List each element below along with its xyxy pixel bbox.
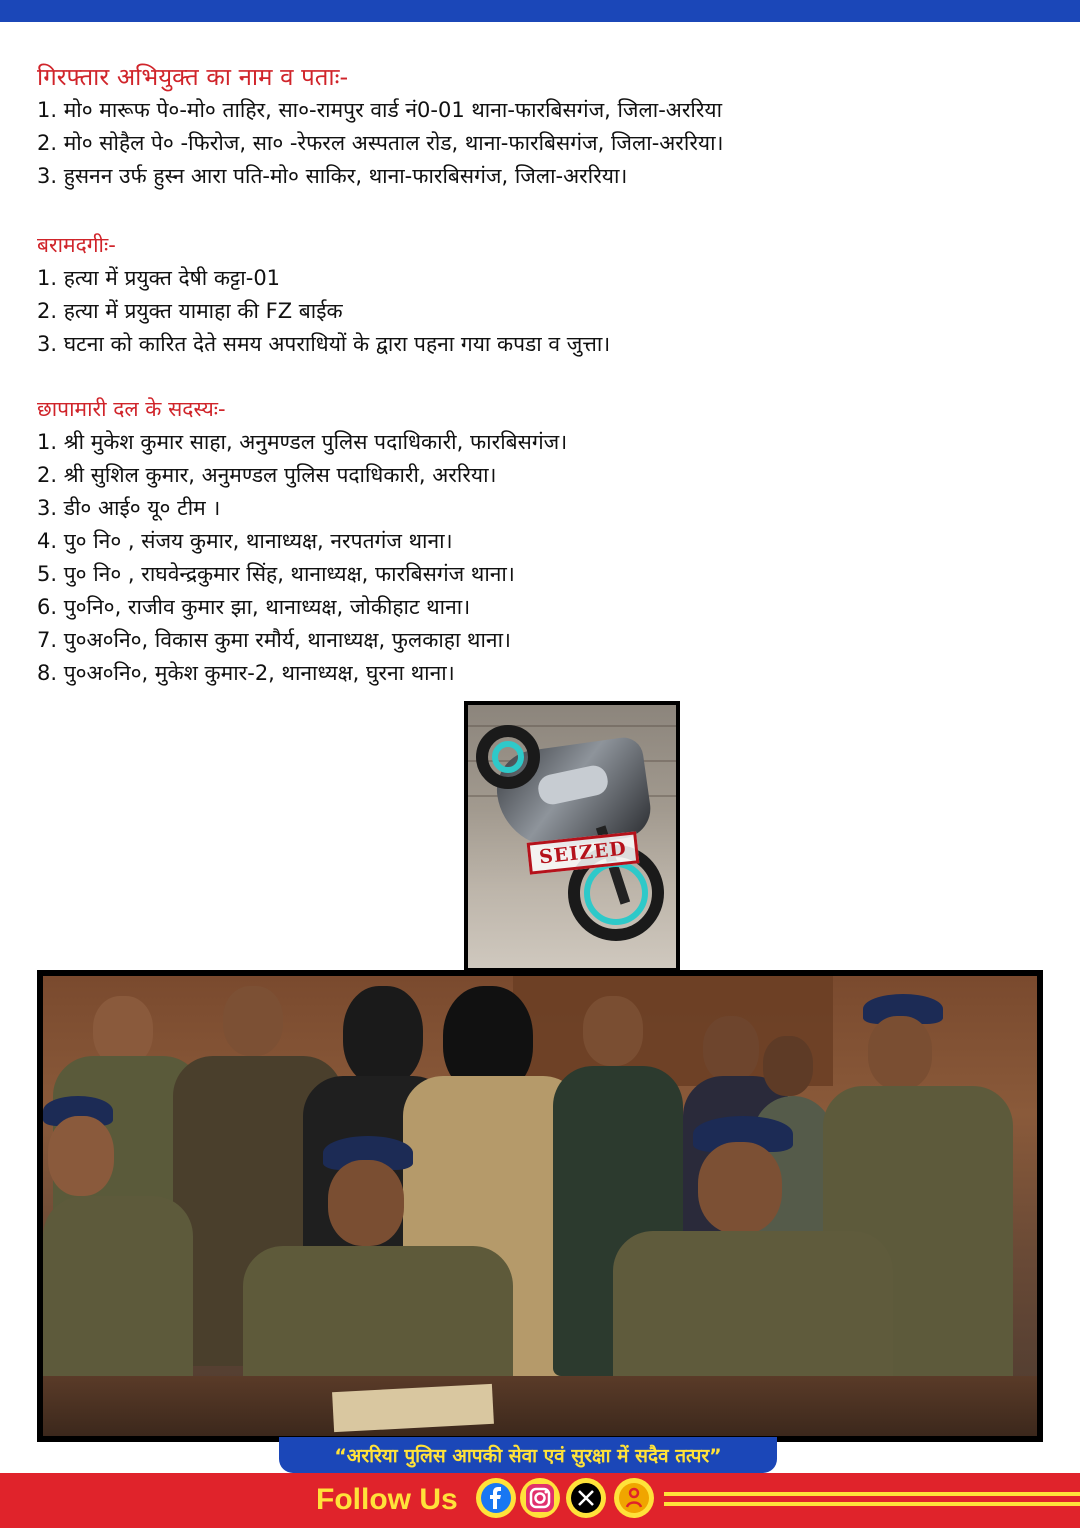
- raid-team-list: [37, 426, 1047, 690]
- list-item: 8. पु०अ०नि०, मुकेश कुमार-2, थानाध्यक्ष, घुरना थाना।: [37, 661, 455, 685]
- police-group-photo: [37, 970, 1043, 1442]
- x-icon[interactable]: [566, 1478, 606, 1518]
- instagram-icon[interactable]: [520, 1478, 560, 1518]
- desk: [43, 1376, 1037, 1436]
- koo-icon[interactable]: [614, 1478, 654, 1518]
- recovery-heading: बरामदगीः-: [37, 233, 116, 257]
- list-item: 1. मो० मारूफ पे०-मो० ताहिर, सा०-रामपुर वार्ड नं0-01 थाना-फारबिसगंज, जिला-अररिया: [37, 98, 723, 122]
- list-item: 7. पु०अ०नि०, विकास कुमा रमौर्य, थानाध्यक्ष, फुलकाहा थाना।: [37, 628, 511, 652]
- recovery-section: [37, 228, 1047, 361]
- follow-us-label: Follow Us: [316, 1483, 458, 1516]
- rear-wheel: [476, 725, 540, 789]
- list-item: 2. हत्या में प्रयुक्त यामाहा की FZ बाईक: [37, 299, 343, 323]
- group-photo-image: [43, 976, 1037, 1436]
- list-item: 5. पु० नि० , राघवेन्द्रकुमार सिंह, थानाध्यक्ष, फारबिसगंज थाना।: [37, 562, 515, 586]
- seized-stamp: SEIZED: [527, 831, 640, 874]
- raid-team-section: [37, 392, 1047, 690]
- list-item: 1. श्री मुकेश कुमार साहा, अनुमण्डल पुलिस पदाधिकारी, फारबिसगंज।: [37, 430, 568, 454]
- arrested-section: [37, 60, 1047, 193]
- list-item: 4. पु० नि० , संजय कुमार, थानाध्यक्ष, नरपतगंज थाना।: [37, 529, 453, 553]
- footer-line: [664, 1492, 1080, 1496]
- list-item: 3. घटना को कारित देते समय अपराधियों के द्वारा पहना गया कपडा व जुत्ता।: [37, 332, 611, 356]
- footer-line: [664, 1502, 1080, 1506]
- recovery-list: [37, 262, 1047, 361]
- seized-bike-photo: [464, 701, 680, 972]
- file-folder: [332, 1384, 494, 1432]
- list-item: 3. हुसनन उर्फ हुस्न आरा पति-मो० साकिर, थाना-फारबिसगंज, जिला-अररिया।: [37, 164, 628, 188]
- list-item: 6. पु०नि०, राजीव कुमार झा, थानाध्यक्ष, जोकीहाट थाना।: [37, 595, 471, 619]
- bike-photo-image: [468, 705, 676, 968]
- list-item: 2. श्री सुशिल कुमार, अनुमण्डल पुलिस पदाधिकारी, अररिया।: [37, 463, 497, 487]
- top-bar: [0, 0, 1080, 22]
- raid-team-heading: छापामारी दल के सदस्यः-: [37, 397, 226, 421]
- arrested-list: [37, 94, 1047, 193]
- list-item: 1. हत्या में प्रयुक्त देषी कट्टा-01: [37, 266, 281, 290]
- arrested-heading: गिरफ्तार अभियुक्त का नाम व पताः-: [37, 63, 349, 91]
- list-item: 3. डी० आई० यू० टीम ।: [37, 496, 221, 520]
- list-item: 2. मो० सोहैल पे० -फिरोज, सा० -रेफरल अस्पताल रोड, थाना-फारबिसगंज, जिला-अररिया।: [37, 131, 724, 155]
- facebook-icon[interactable]: [476, 1478, 516, 1518]
- tagline-banner: “अररिया पुलिस आपकी सेवा एवं सुरक्षा में सदैव तत्पर”: [279, 1437, 777, 1473]
